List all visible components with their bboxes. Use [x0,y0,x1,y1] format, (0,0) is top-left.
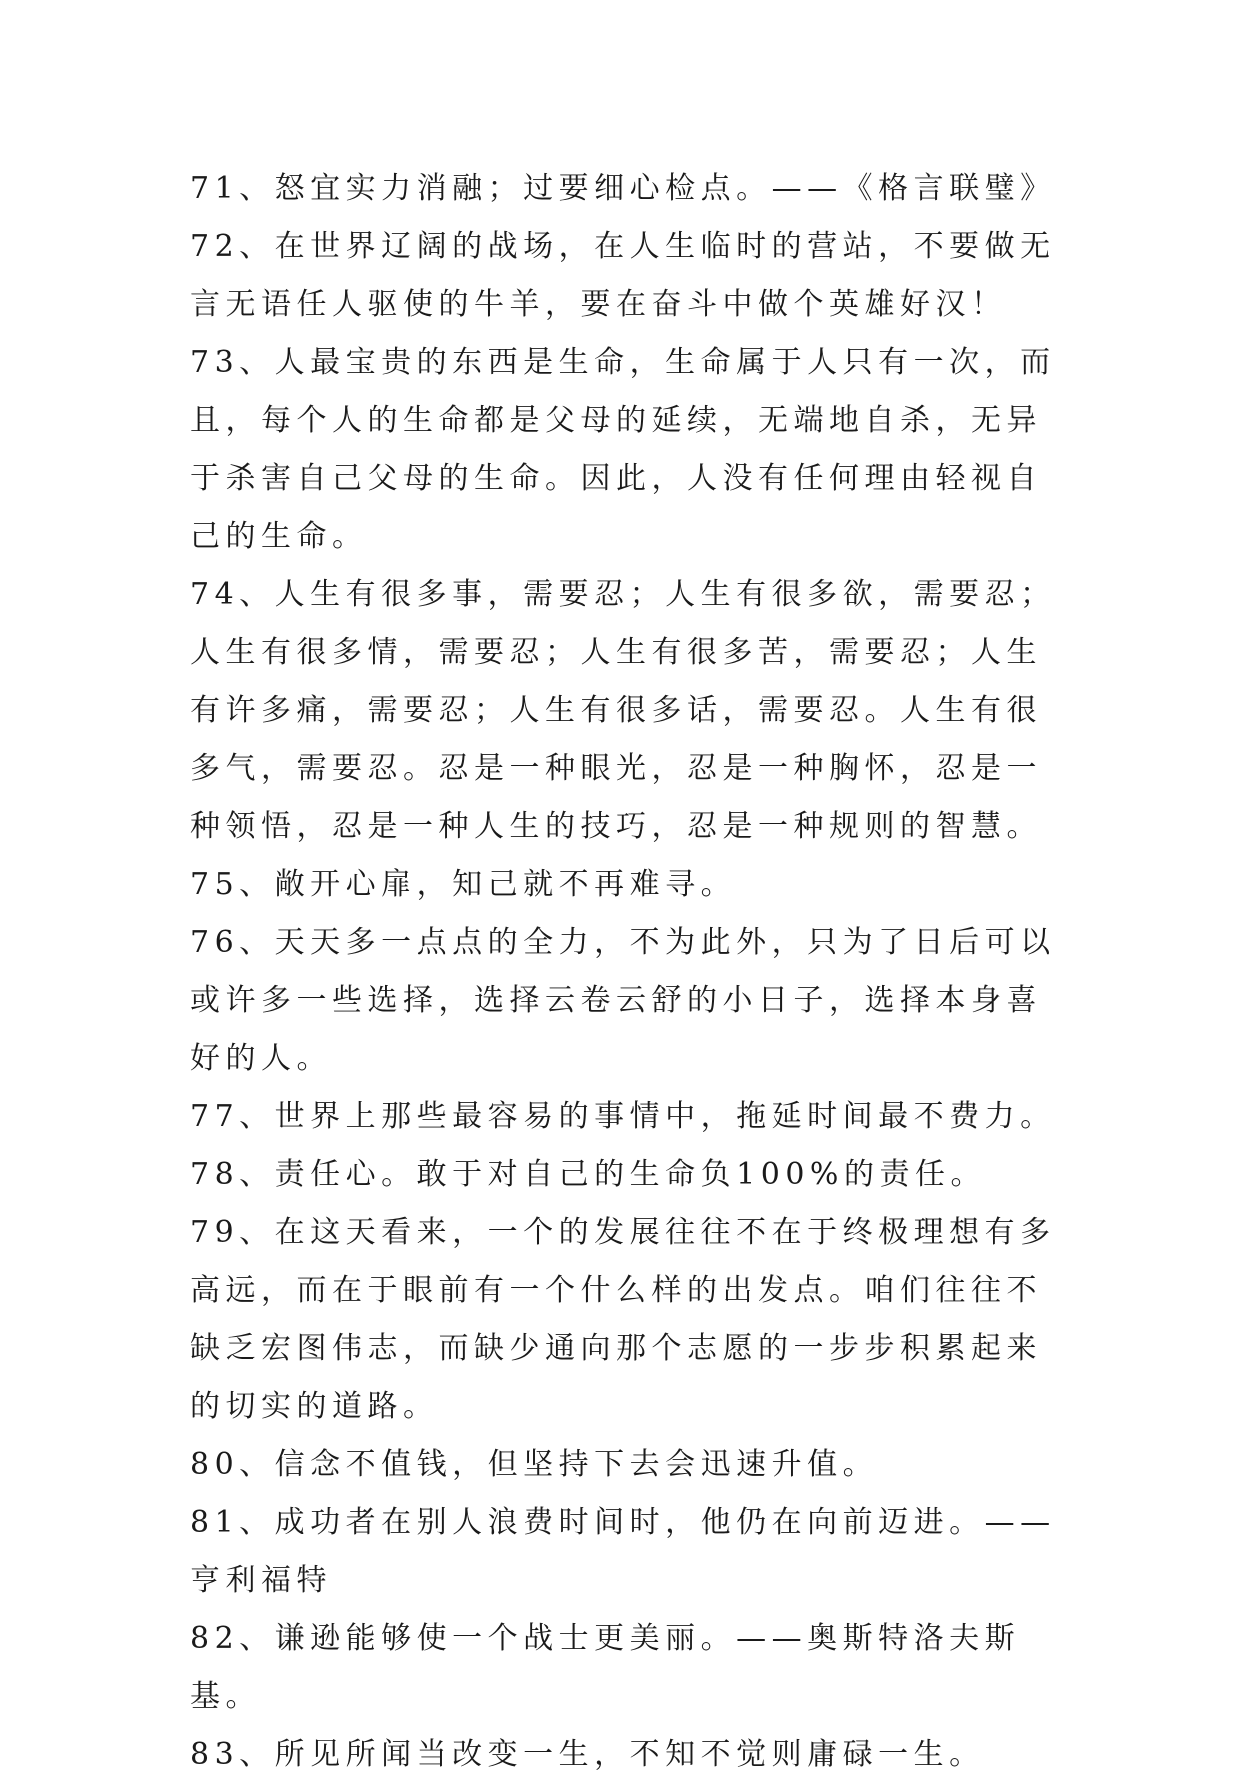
quote-entry-71: 71、怒宜实力消融；过要细心检点。——《格言联璧》 [190,171,1056,206]
quote-list [190,160,1070,1784]
quote-entry-81: 81、成功者在别人浪费时间时，他仍在向前迈进。——亨利福特 [190,1505,1056,1598]
quote-entry-82: 82、谦逊能够使一个战士更美丽。——奥斯特洛夫斯基。 [190,1621,1021,1714]
quote-entry-83: 83、所见所闻当改变一生，不知不觉则庸碌一生。 [190,1737,985,1772]
quote-entry-80: 80、信念不值钱，但坚持下去会迅速升值。 [190,1447,879,1482]
quote-entry-77: 77、世界上那些最容易的事情中，拖延时间最不费力。 [190,1099,1056,1134]
quote-entry-74: 74、人生有很多事，需要忍；人生有很多欲，需要忍；人生有很多情，需要忍；人生有很多苦，需要忍；人生有许多痛，需要忍；人生有很多话，需要忍。人生有很多气，需要忍。忍是一种眼光，忍是一种胸怀，忍是一种领悟，忍是一种人生的技巧，忍是一种规则的智慧。 [190,577,1056,844]
quote-entry-78: 78、责任心。敢于对自己的生命负100%的责任。 [190,1157,986,1192]
quote-entry-72: 72、在世界辽阔的战场，在人生临时的营站，不要做无言无语任人驱使的牛羊，要在奋斗中做个英雄好汉！ [190,229,1056,322]
quote-entry-76: 76、天天多一点点的全力，不为此外，只为了日后可以或许多一些选择，选择云卷云舒的小日子，选择本身喜好的人。 [190,925,1056,1076]
quote-entry-75: 75、敞开心扉，知己就不再难寻。 [190,867,737,902]
quote-entry-79: 79、在这天看来，一个的发展往往不在于终极理想有多高远，而在于眼前有一个什么样的出发点。咱们往往不缺乏宏图伟志，而缺少通向那个志愿的一步步积累起来的切实的道路。 [190,1215,1056,1424]
quote-entry-73: 73、人最宝贵的东西是生命，生命属于人只有一次，而且，每个人的生命都是父母的延续，无端地自杀，无异于杀害自己父母的生命。因此，人没有任何理由轻视自己的生命。 [190,345,1056,554]
